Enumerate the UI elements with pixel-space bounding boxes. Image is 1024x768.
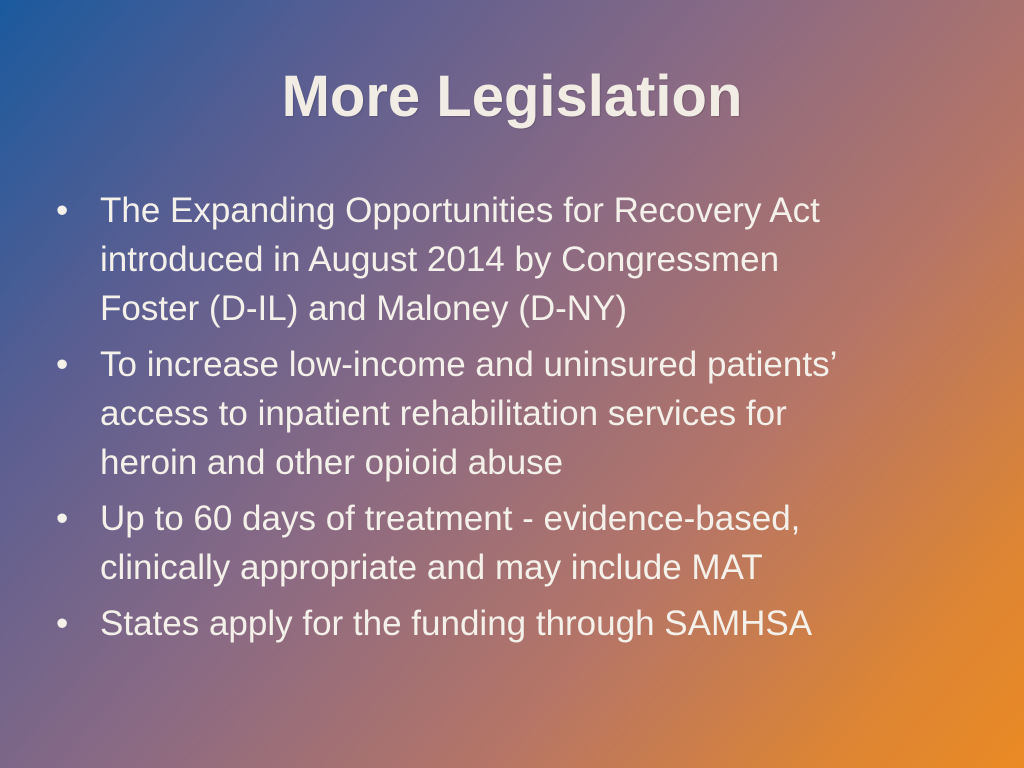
bullet-item [52,186,972,333]
bullet-dot-icon: • [56,499,69,538]
bullet-item [52,599,972,648]
bullet-dot-icon: • [56,191,69,230]
bullet-line: To increase low-income and uninsured patients’ [100,345,838,384]
slide-title: More Legislation [281,64,743,129]
bullet-line: The Expanding Opportunities for Recovery Act [100,191,820,230]
bullet-line: heroin and other opioid abuse [100,443,564,482]
bullet-item [52,340,972,487]
bullet-line: access to inpatient rehabilitation services for [100,394,787,433]
bullet-dot-icon: • [56,604,69,643]
bullet-line: introduced in August 2014 by Congressmen [100,240,780,279]
bullet-list [52,186,972,655]
bullet-item [52,494,972,592]
bullet-line: Up to 60 days of treatment - evidence-based, [100,499,801,538]
bullet-line: Foster (D-IL) and Maloney (D-NY) [100,289,628,328]
bullet-dot-icon: • [56,345,69,384]
bullet-line: States apply for the funding through SAMHSA [100,604,813,643]
bullet-line: clinically appropriate and may include MAT [100,548,763,587]
